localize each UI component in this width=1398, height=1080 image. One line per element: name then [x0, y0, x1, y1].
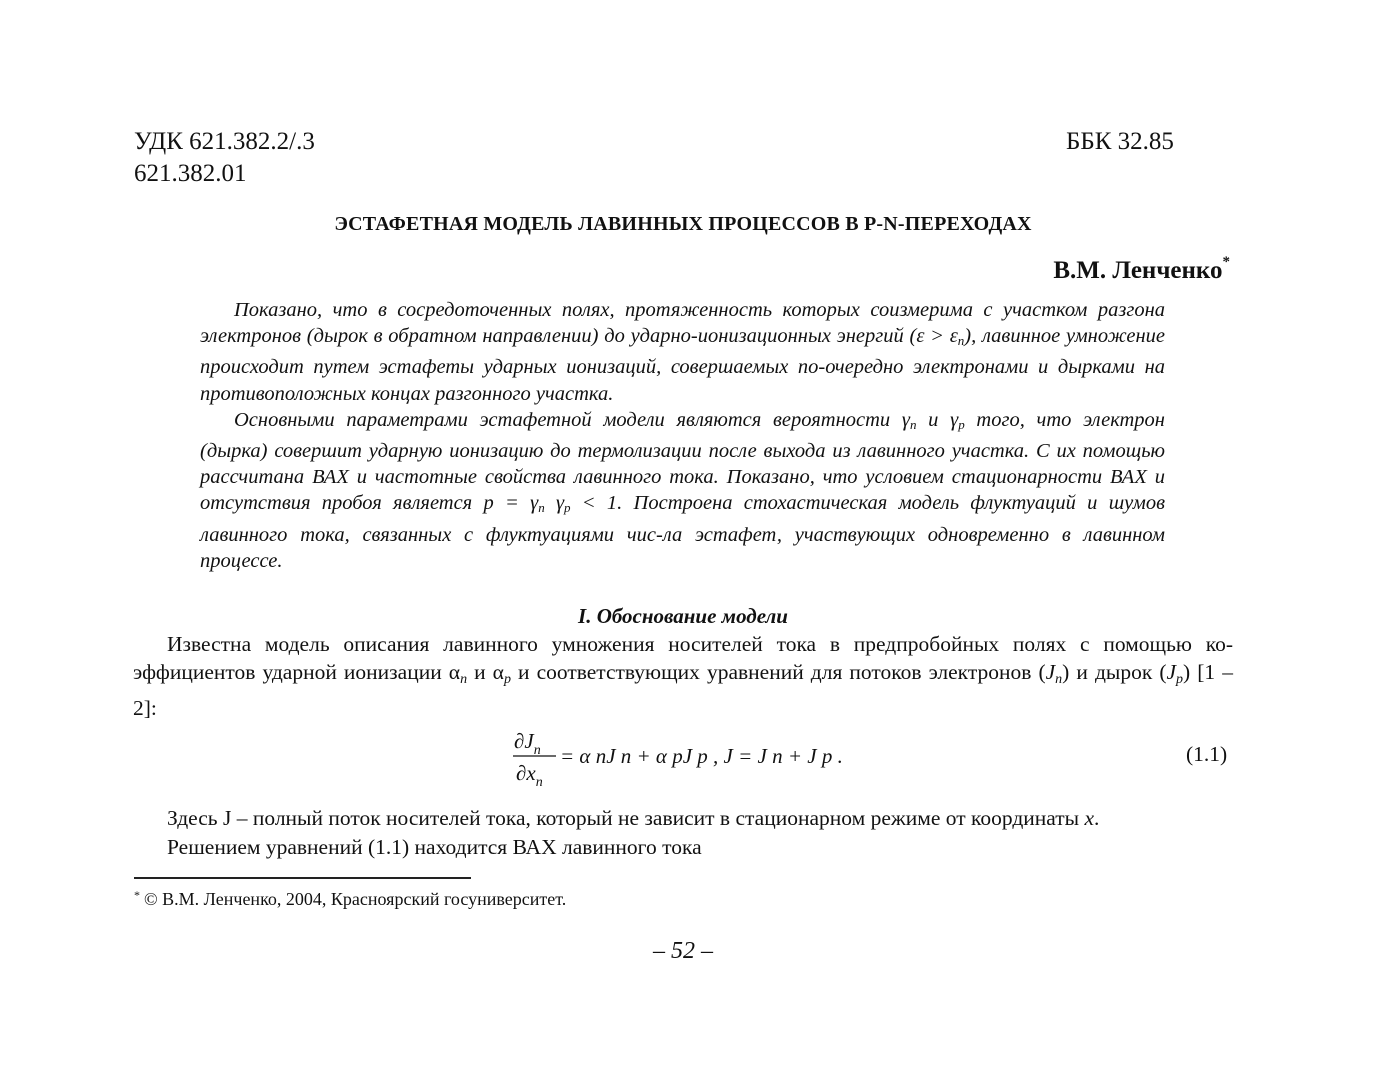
eq-rhs: = α nJ n + α pJ p , J = J n + J p .	[560, 744, 843, 768]
equation-number: (1.1)	[1186, 742, 1228, 766]
author-name: В.М. Ленченко	[1053, 257, 1223, 284]
bbk-code: ББК 32.85	[1066, 128, 1174, 155]
section-1-paragraph: Известна модель описания лавинного умножения носителей тока в предпробойных полях с помощью ко-эффициентов ударной ионизации $\alpha_n$ и $\alpha_p$ и соответствующих уравнений для потоков электронов $(J_n)$ и дырок $(J_p)$ [1 – 2]:	[133, 632, 1233, 720]
abstract-paragraph-2: Основными параметрами эстафетной модели являются вероятности $\gamma_n$ и $\gamma_p$ того, что электрон (дырка) совершит ударную ионизацию до термолизации после выхода из лавинного участка. С их помощью рассчитана ВАХ и частотные свойства лавинного тока. Показано, что условием стационарности ВАХ и отсутствия пробоя является $p = \gamma_n$ $\gamma_p < 1$. Построена стохастическая модель флуктуаций и шумов лавинного тока, связанных с флуктуациями чис-ла эстафет, участвующих одновременно в лавинном процессе.	[200, 408, 1165, 572]
abstract	[200, 297, 1165, 574]
page-number: – 52 –	[653, 938, 713, 964]
after-line-2: Решением уравнений (1.1) находится ВАХ лавинного тока	[167, 835, 702, 859]
abstract-paragraph-1: Показано, что в сосредоточенных полях, протяженность которых соизмерима с участком разгона электронов (дырок в обратном направлении) до ударно-ионизационных энергий $(\varepsilon > \varepsilon_n)$, лавинное умножение происходит путем эстафеты ударных ионизаций, совершаемых по-очередно электронами и дырками на противоположных концах разгонного участка.	[200, 299, 1165, 405]
footnote: * © В.М. Ленченко, 2004, Красноярский госуниверситет.	[134, 888, 567, 909]
udk-line-1: УДК 621.382.2/.3	[134, 128, 315, 155]
udk-code	[134, 126, 315, 190]
udk-line-2: 621.382.01	[134, 160, 247, 187]
eq-denominator: $\partial x_n$	[516, 761, 543, 790]
paper-title: ЭСТАФЕТНАЯ МОДЕЛЬ ЛАВИННЫХ ПРОЦЕССОВ В P-N-ПЕРЕХОДАХ	[334, 213, 1032, 235]
section-heading: I. Обоснование модели	[578, 604, 788, 628]
after-equation-text	[133, 804, 1233, 862]
author-footnote-mark: *	[1222, 254, 1230, 270]
eq-numerator: $\partial J_n$	[514, 729, 541, 758]
author	[1053, 254, 1230, 285]
after-line-1: Здесь J – полный поток носителей тока, который не зависит в стационарном режиме от координаты x.	[167, 806, 1100, 830]
footnote-divider	[134, 877, 471, 879]
equation-1-1	[508, 726, 848, 792]
